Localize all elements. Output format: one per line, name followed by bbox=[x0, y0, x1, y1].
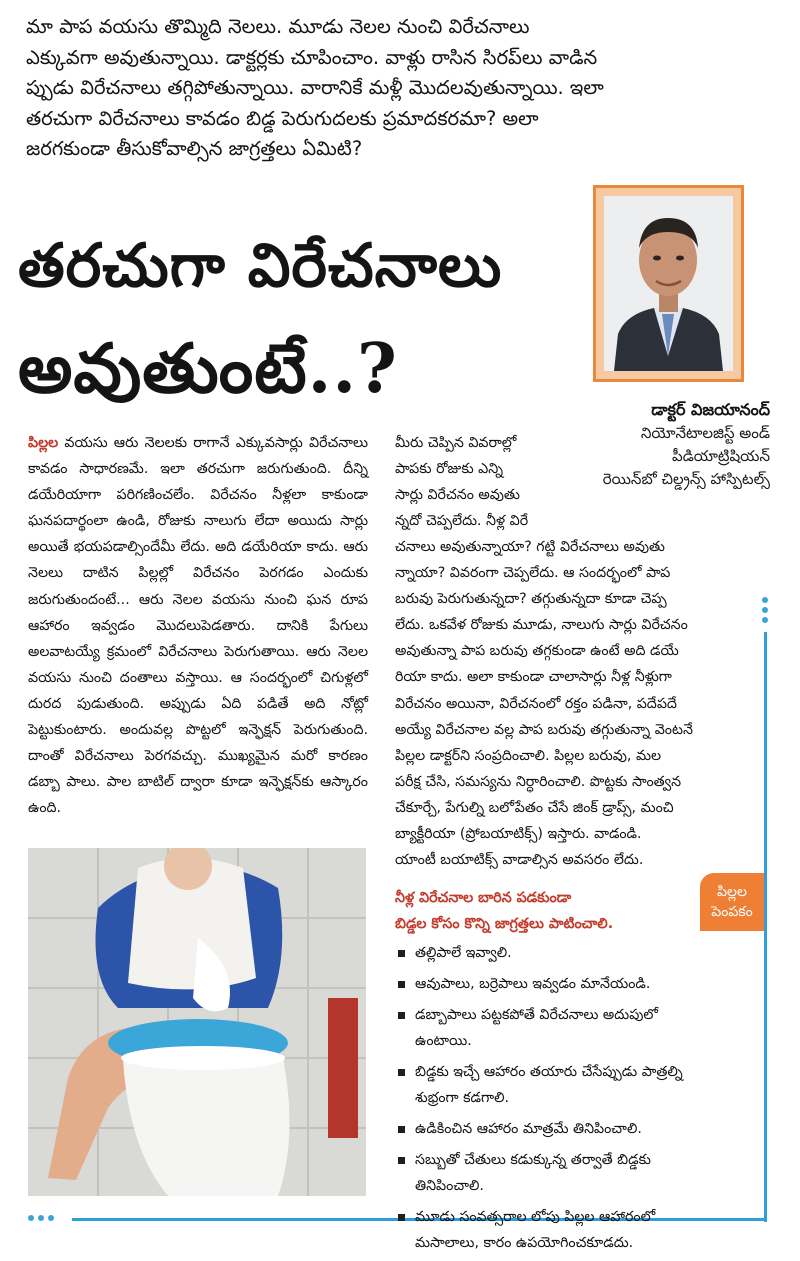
decorative-dots-right bbox=[762, 597, 770, 627]
article-line: అయ్యే విరేచనాల వల్ల పాప బరువు తగ్గుతున్నా వెంటనే bbox=[395, 721, 693, 738]
tips-intro-line: నీళ్ల విరేచనాల బారిన పడకుండా bbox=[395, 890, 572, 906]
doctor-info bbox=[560, 398, 770, 491]
article-line: అవుతున్నా పాప బరువు తగ్గకుండా ఉంటే అది డయే bbox=[395, 643, 679, 660]
article-first-word: పిల్లల bbox=[28, 435, 59, 451]
tip-item: ఆవుపాలు, బర్రెపాలు ఇవ్వడం మానేయండి. bbox=[395, 971, 705, 997]
article-line: విరేచనం అయినా, విరేచనంలో రక్తం పడినా, పదేపదే bbox=[395, 695, 677, 712]
section-tag-line: పెంపకం bbox=[711, 904, 753, 920]
article-line: న్నదో చెప్పలేదు. నీళ్ల విరే bbox=[395, 513, 529, 530]
question-line: ఎక్కువగా అవుతున్నాయి. డాక్టర్లకు చూపించాం. వాళ్లు రాసిన సిరప్‌లు వాడిన bbox=[26, 45, 598, 69]
tip-item: ఉడికించిన ఆహారం మాత్రమే తినిపించాలి. bbox=[395, 1116, 705, 1142]
question-line: మా పాప వయసు తొమ్మిది నెలలు. మూడు నెలల నుంచి విరేచనాలు bbox=[26, 15, 530, 38]
headline-line-1: తరచుగా విరేచనాలు bbox=[18, 231, 503, 301]
article-mid-column bbox=[395, 534, 745, 873]
doctor-photo-frame bbox=[593, 185, 744, 382]
doctor-portrait-icon bbox=[604, 196, 733, 371]
section-tag bbox=[700, 873, 764, 931]
child-on-potty-icon bbox=[28, 848, 366, 1196]
article-line: లేదు. ఒకవేళ రోజుకు మూడు, నాలుగు సార్లు విరేచనం bbox=[395, 617, 688, 634]
article-mid-column-top bbox=[395, 430, 545, 534]
decorative-dots-bottom bbox=[28, 1215, 58, 1223]
headline bbox=[18, 218, 578, 424]
article-line: పరీక్ష చేసి, సమస్యను నిర్ధారించాలి. పొట్టకు సాంత్వన bbox=[395, 773, 682, 790]
tip-item: డబ్బాపాలు పట్టకపోతే విరేచనాలు అదుపులో ఉంటాయి. bbox=[395, 1002, 705, 1054]
tips-box bbox=[395, 885, 705, 1261]
tips-list bbox=[395, 940, 705, 1256]
tips-intro-line: బిడ్డల కోసం కొన్ని జాగ్రత్తలు పాటించాలి. bbox=[395, 916, 614, 932]
child-photo bbox=[28, 848, 366, 1196]
tip-item: తల్లిపాలే ఇవ్వాలి. bbox=[395, 940, 705, 966]
tip-item: మూడు సంవత్సరాల లోపు పిల్లల ఆహారంలో మసాలాలు, కారం ఉపయోగించకూడదు. bbox=[395, 1204, 705, 1256]
article-line: సార్లు విరేచనం అవుతు bbox=[395, 487, 520, 504]
question-line: జరగకుండా తీసుకోవాల్సిన జాగ్రత్తలు ఏమిటి? bbox=[26, 137, 363, 160]
article-line: చేకూర్చే, పేగుల్ని బలోపేతం చేసే జింక్ డ్రాప్స్, మంచి bbox=[395, 799, 674, 816]
article-line: బ్యాక్టీరియా (ప్రోబయాటిక్స్) ఇస్తారు. వాడండి. bbox=[395, 826, 642, 843]
article-left-column bbox=[28, 430, 368, 821]
article-line: రియా కాదు. అలా కాకుండా చాలాసార్లు నీళ్ల నీళ్లుగా bbox=[395, 669, 672, 686]
article-line: పిల్లల డాక్టర్‌ని సంప్రదించాలి. పిల్లల బరువు, మల bbox=[395, 747, 662, 764]
doctor-title: నియోనేటాలజిస్ట్ అండ్ bbox=[640, 424, 770, 442]
article-line: న్నాయా? వివరంగా చెప్పలేదు. ఆ సందర్భంలో పాప bbox=[395, 565, 671, 582]
tips-intro bbox=[395, 885, 705, 937]
article-line: పాపకు రోజుకు ఎన్ని bbox=[395, 461, 504, 478]
tip-item: సబ్బుతో చేతులు కడుక్కున్న తర్వాతే బిడ్డకు తినిపించాలి. bbox=[395, 1147, 705, 1199]
article-line: చనాలు అవుతున్నాయా? గట్టి విరేచనాలు అవుతు bbox=[395, 539, 665, 555]
section-tag-line: పిల్లల bbox=[717, 884, 747, 900]
article-left-body: వయసు ఆరు నెలలకు రాగానే ఎక్కువసార్లు విరేచనాలు కావడం సాధారణమే. ఇలా తరచుగా జరుగుతుంది. దీన్ని డయేరియాగా పరిగణించలేం. విరేచనం నీళ్లలా కాకుండా ఘనపదార్థంలా ఉండి, రోజుకు నాలుగు లేదా అయిదు సార్లు అయితే భయపడాల్సిందేమీ లేదు. అది డయేరియా కాదు. ఆరు నెలలు దాటిన పిల్లల్లో విరేచనం పెరగడం ఎందుకు జరుగుతుందంటే... ఆరు నెలల వయసు నుంచి ఘన రూప ఆహారం ఇవ్వడం మొదలుపెడతారు. దానికి పేగులు అలవాటయ్యే క్రమంలో విరేచనాలు పెరుగుతాయి. ఆరు నెలల వయసు నుంచి దంతాలు వస్తాయి. ఆ సందర్భంలో చిగుళ్లలో దురద పుడుతుంది. అప్పుడు ఏది పడితే అది నోట్లో పెట్టుకుంటారు. అందువల్ల పొట్టలో ఇన్ఫెక్షన్ పెరుగుతుంది. దాంతో విరేచనాలు పెరగవచ్చు. ముఖ్యమైన మరో కారణం డబ్బా పాలు. పాల బాటిల్ ద్వారా కూడా ఇన్ఫెక్షన్‌కు ఆస్కారం ఉంది. bbox=[28, 435, 368, 817]
question-line: ప్పుడు విరేచనాలు తగ్గిపోతున్నాయి. వారానికే మళ్లీ మొదలవుతున్నాయి. ఇలా bbox=[26, 76, 604, 99]
decorative-line-vertical bbox=[764, 632, 767, 1222]
reader-question bbox=[26, 12, 766, 165]
article-line: యాంటీ బయాటిక్స్ వాడాల్సిన అవసరం లేదు. bbox=[395, 852, 644, 869]
doctor-hospital: రెయిన్‌బో చిల్డ్రన్స్ హాస్పిటల్స్ bbox=[602, 470, 770, 488]
headline-line-2: అవుతుంటే..? bbox=[18, 329, 398, 409]
tip-item: బిడ్డకు ఇచ్చే ఆహారం తయారు చేసేప్పుడు పాత్రల్ని శుభ్రంగా కడగాలి. bbox=[395, 1059, 705, 1111]
question-line: తరచుగా విరేచనాలు కావడం బిడ్డ పెరుగుదలకు ప్రమాదకరమా? అలా bbox=[26, 106, 539, 130]
doctor-name: డాక్టర్ విజయానంద్ bbox=[651, 400, 770, 419]
article-line: మీరు చెప్పిన వివరాల్లో bbox=[395, 435, 517, 451]
doctor-photo bbox=[604, 196, 733, 371]
doctor-title: పీడియాట్రిషియన్ bbox=[672, 447, 770, 465]
article-line: బరువు పెరుగుతున్నదా? తగ్గుతున్నదా కూడా చెప్ప bbox=[395, 591, 667, 608]
